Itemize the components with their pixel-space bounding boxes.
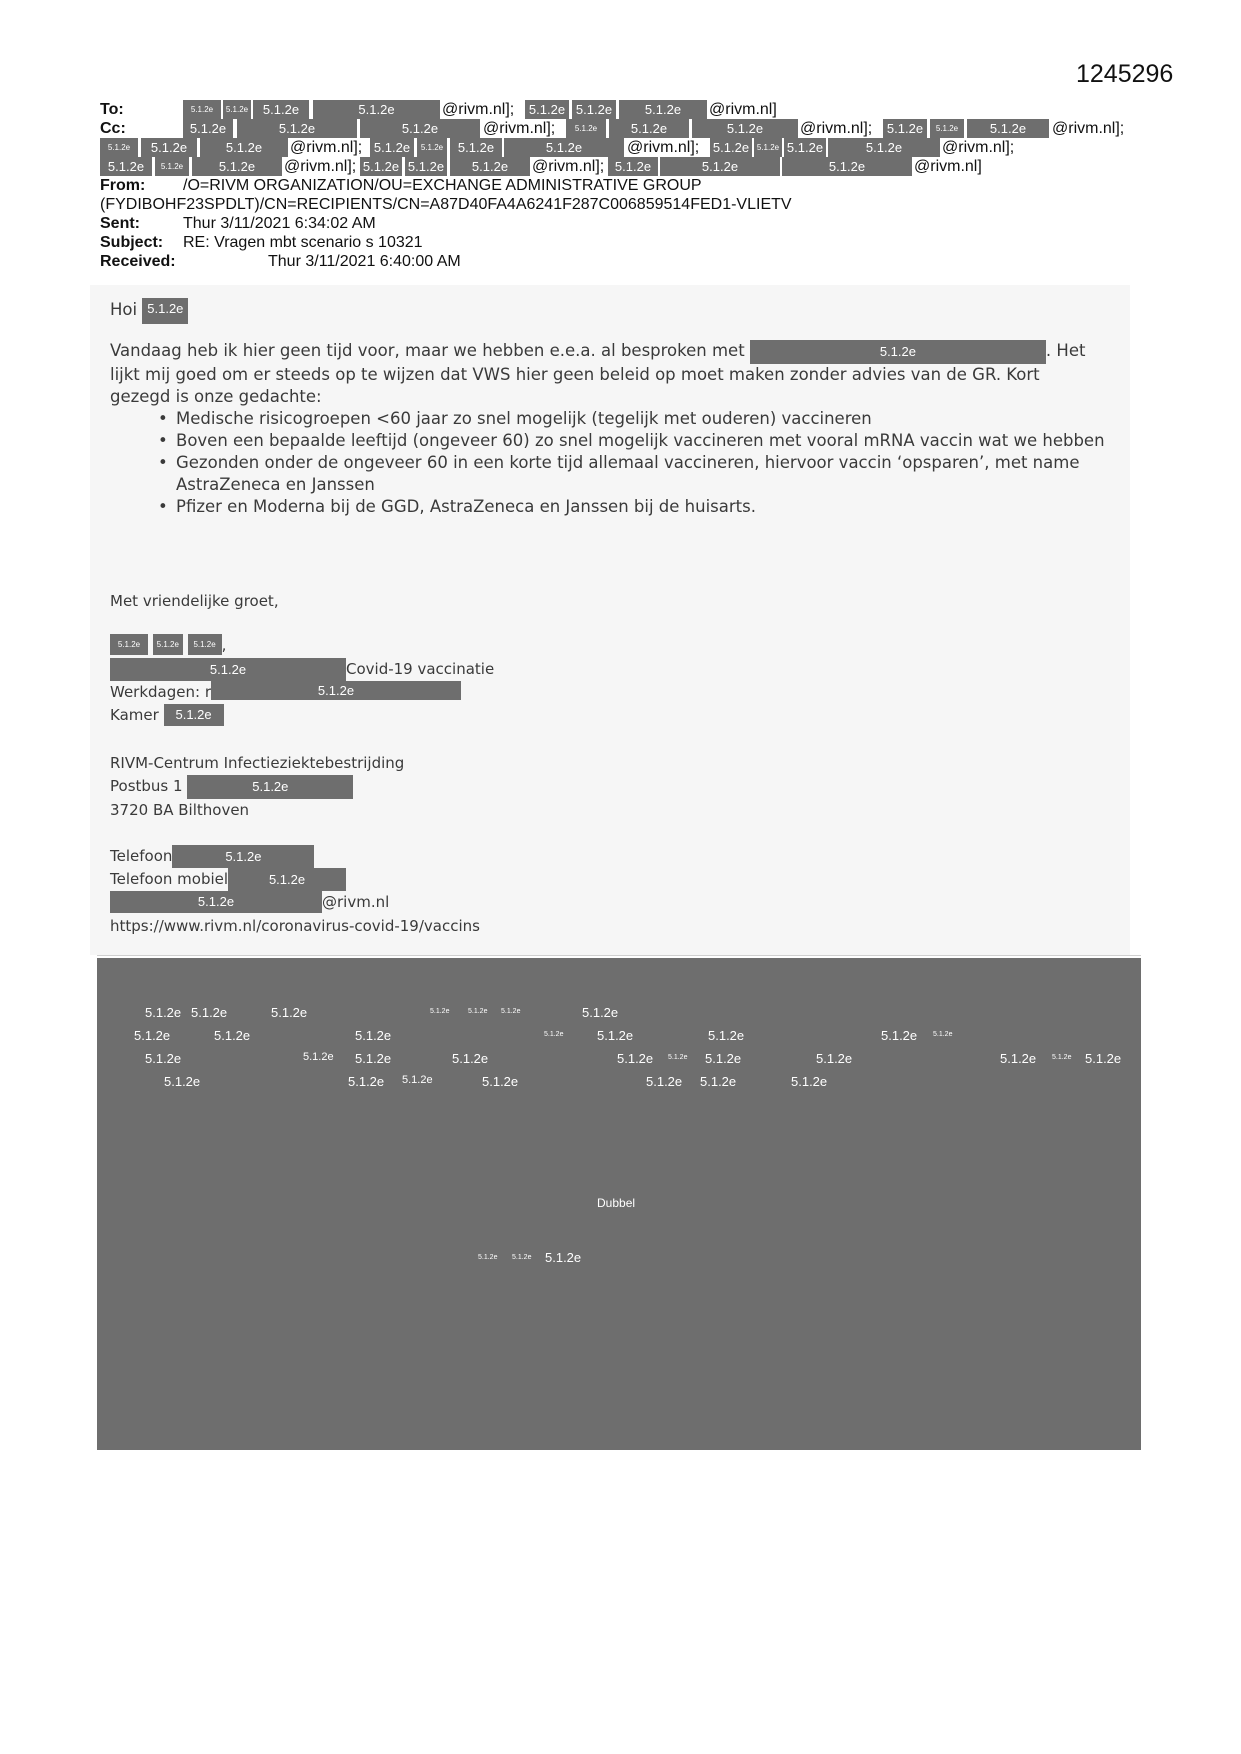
mobile-label: Telefoon mobiel	[110, 870, 229, 888]
redaction-label: 5.1.2e	[402, 1074, 433, 1086]
cc-email-domain: @rivm.nl];	[942, 139, 1015, 156]
organization: RIVM-Centrum Infectieziektebestrijding	[110, 754, 405, 772]
cc-row-2	[100, 138, 1160, 157]
cc-email-domain: @rivm.nl];	[1052, 120, 1125, 137]
subject-label: Subject:	[100, 234, 164, 251]
from-row	[100, 176, 1160, 195]
redaction-label: 5.1.2e	[164, 1074, 201, 1089]
redaction-label: 5.1.2e	[512, 1254, 532, 1261]
redaction-label: 5.1.2e	[708, 1028, 745, 1043]
cc-email-domain: @rivm.nl];	[483, 120, 556, 137]
redaction: 5.1.2e	[183, 119, 233, 138]
redaction-label: 5.1.2e	[355, 1051, 392, 1066]
redaction: 5.1.2e	[883, 119, 927, 138]
redaction-label: 5.1.2e	[430, 1008, 450, 1015]
redaction-label: 5.1.2e	[881, 1028, 918, 1043]
city: 3720 BA Bilthoven	[110, 801, 250, 819]
redaction: 5.1.2e	[754, 138, 782, 157]
phone-label: Telefoon	[110, 847, 173, 865]
bullet-list	[110, 408, 1140, 518]
redaction: 5.1.2e	[192, 157, 282, 176]
role-text: Covid-19 vaccinatie	[346, 660, 495, 678]
redaction: 5.1.2e	[417, 138, 447, 157]
email-suffix: @rivm.nl	[322, 893, 390, 911]
redaction: 5.1.2e	[967, 119, 1049, 138]
received-value: Thur 3/11/2021 6:40:00 AM	[268, 253, 461, 270]
redaction: 5.1.2e	[223, 100, 251, 119]
redaction: 5.1.2e	[188, 634, 222, 655]
redaction-label: 5.1.2e	[501, 1008, 521, 1015]
cc-email-domain: @rivm.nl]	[914, 158, 982, 175]
redaction-label: 5.1.2e	[355, 1028, 392, 1043]
redaction-label: 5.1.2e	[303, 1051, 334, 1063]
email-header	[100, 100, 1160, 271]
cc-row-3	[100, 157, 1160, 176]
redaction: 5.1.2e	[608, 157, 658, 176]
from-value-2: (FYDIBOHF23SPDLT)/CN=RECIPIENTS/CN=A87D40FA4A6241F287C006859514FED1-VLIETV	[100, 196, 792, 213]
redaction-label: 5.1.2e	[646, 1074, 683, 1089]
redaction: 5.1.2e	[930, 119, 964, 138]
subject-row	[100, 233, 1160, 252]
redaction: 5.1.2e	[172, 845, 314, 868]
redaction: 5.1.2e	[228, 868, 346, 891]
redaction-label: 5.1.2e	[544, 1031, 564, 1038]
redaction-label: 5.1.2e	[1000, 1051, 1037, 1066]
redaction: 5.1.2e	[782, 157, 912, 176]
redaction: 5.1.2e	[153, 634, 183, 655]
redaction: 5.1.2e	[750, 340, 1046, 364]
greeting-text: Hoi	[110, 300, 138, 319]
subject-value: RE: Vragen mbt scenario s 10321	[183, 234, 423, 251]
list-item: • Medische risicogroepen <60 jaar zo snel mogelijk (tegelijk met ouderen) vaccineren	[158, 408, 1140, 430]
cc-email-domain: @rivm.nl];	[532, 158, 605, 175]
list-item: • Pfizer en Moderna bij de GGD, AstraZeneca en Janssen bij de huisarts.	[158, 496, 1140, 518]
room-label: Kamer	[110, 706, 159, 724]
redaction: 5.1.2e	[360, 119, 480, 138]
cc-label: Cc:	[100, 120, 126, 137]
redaction: 5.1.2e	[211, 681, 461, 700]
sent-value: Thur 3/11/2021 6:34:02 AM	[183, 215, 376, 232]
cc-email-domain: @rivm.nl];	[800, 120, 873, 137]
redaction: 5.1.2e	[572, 100, 616, 119]
list-item: • Gezonden onder de ongeveer 60 in een korte tijd allemaal vaccineren, hiervoor vaccin ‘opsparen’, met name AstraZeneca en Janssen	[158, 452, 1140, 496]
redaction: 5.1.2e	[660, 157, 780, 176]
redaction: 5.1.2e	[183, 100, 221, 119]
redaction: 5.1.2e	[609, 119, 689, 138]
from-value-1: /O=RIVM ORGANIZATION/OU=EXCHANGE ADMINISTRATIVE GROUP	[183, 177, 702, 194]
redaction-label: 5.1.2e	[545, 1250, 582, 1265]
received-row	[100, 252, 1160, 271]
workdays-row	[110, 681, 461, 704]
redaction: 5.1.2e	[619, 100, 707, 119]
redaction: 5.1.2e	[155, 157, 189, 176]
message-body	[110, 340, 1140, 518]
redaction: 5.1.2e	[110, 891, 322, 913]
redaction-label: 5.1.2e	[597, 1028, 634, 1043]
redaction: 5.1.2e	[360, 157, 402, 176]
email-row	[110, 891, 389, 914]
redaction-label: 5.1.2e	[1052, 1054, 1072, 1061]
mobile-row	[110, 868, 346, 891]
sent-label: Sent:	[100, 215, 140, 232]
redaction: 5.1.2e	[525, 100, 569, 119]
redaction: 5.1.2e	[200, 138, 288, 157]
signature-name-row: 5.1.2e 5.1.2e 5.1.2e ,	[110, 634, 226, 657]
redaction-label: 5.1.2e	[933, 1031, 953, 1038]
redaction-label: 5.1.2e	[617, 1051, 654, 1066]
cc-email-domain: @rivm.nl];	[290, 139, 363, 156]
to-row	[100, 100, 1160, 119]
redaction-label: 5.1.2e	[705, 1051, 742, 1066]
redaction: 5.1.2e	[142, 298, 188, 324]
list-item: • Boven een bepaalde leeftijd (ongeveer 60) zo snel mogelijk vaccineren met vooral mRNA vaccin wat we hebben	[158, 430, 1140, 452]
redaction: 5.1.2e	[237, 119, 357, 138]
redaction-label: 5.1.2e	[700, 1074, 737, 1089]
redaction-label: 5.1.2e	[668, 1054, 688, 1061]
divider	[97, 955, 1141, 956]
received-label: Received:	[100, 253, 176, 270]
cc-row-1	[100, 119, 1160, 138]
sent-row	[100, 214, 1160, 233]
greeting	[110, 298, 188, 324]
redaction-label: 5.1.2e	[468, 1008, 488, 1015]
postbus-row	[110, 775, 353, 799]
center-label: Dubbel	[597, 1196, 636, 1210]
paragraph-line-3: gezegd is onze gedachte:	[110, 387, 322, 406]
redaction: 5.1.2e	[405, 157, 447, 176]
redaction: 5.1.2e	[828, 138, 940, 157]
redaction-label: 5.1.2e	[145, 1051, 182, 1066]
phone-row	[110, 845, 314, 868]
redaction: 5.1.2e	[784, 138, 826, 157]
to-email-domain-2: @rivm.nl]	[709, 101, 777, 118]
from-label: From:	[100, 177, 146, 194]
redaction: 5.1.2e	[450, 157, 530, 176]
postbus-label: Postbus 1	[110, 777, 183, 795]
redaction: 5.1.2e	[692, 119, 798, 138]
redaction: 5.1.2e	[100, 157, 152, 176]
to-email-domain-1: @rivm.nl];	[442, 101, 515, 118]
redaction: 5.1.2e	[504, 138, 624, 157]
to-label: To:	[100, 101, 124, 118]
redaction: 5.1.2e	[450, 138, 502, 157]
cc-email-domain: @rivm.nl];	[284, 158, 357, 175]
redaction: 5.1.2e	[141, 138, 197, 157]
redaction-label: 5.1.2e	[214, 1028, 251, 1043]
redaction: 5.1.2e	[253, 100, 309, 119]
redaction: 5.1.2e	[313, 100, 440, 119]
redaction-label: 5.1.2e	[452, 1051, 489, 1066]
room-row	[110, 704, 224, 727]
redaction-label: 5.1.2e	[582, 1005, 619, 1020]
closing: Met vriendelijke groet,	[110, 592, 279, 610]
signature-role-row	[110, 658, 494, 681]
redaction: 5.1.2e	[370, 138, 414, 157]
redacted-block	[97, 958, 1141, 1450]
redaction-label: 5.1.2e	[145, 1005, 182, 1020]
redaction-label: 5.1.2e	[791, 1074, 828, 1089]
redaction: 5.1.2e	[566, 119, 606, 138]
redaction: 5.1.2e	[110, 658, 346, 681]
redaction-label: 5.1.2e	[478, 1254, 498, 1261]
redaction-label: 5.1.2e	[134, 1028, 171, 1043]
from-row-2	[100, 195, 1160, 214]
paragraph-line-1: Vandaag heb ik hier geen tijd voor, maar we hebben e.e.a. al besproken met 5.1.2e . Het	[110, 340, 1140, 364]
redaction-label: 5.1.2e	[348, 1074, 385, 1089]
cc-email-domain: @rivm.nl];	[627, 139, 700, 156]
redaction-label: 5.1.2e	[1085, 1051, 1122, 1066]
redaction-label: 5.1.2e	[816, 1051, 853, 1066]
redaction: 5.1.2e	[710, 138, 752, 157]
redaction: 5.1.2e	[110, 634, 148, 655]
paragraph-line-2: lijkt mij goed om er steeds op te wijzen dat VWS hier geen beleid op moet maken zonder advies van de GR. Kort	[110, 365, 1040, 384]
workdays-label: Werkdagen: r	[110, 683, 211, 701]
website-link[interactable]: https://www.rivm.nl/coronavirus-covid-19/vaccins	[110, 917, 480, 935]
redaction-label: 5.1.2e	[271, 1005, 308, 1020]
redaction: 5.1.2e	[187, 775, 353, 799]
redaction-label: 5.1.2e	[482, 1074, 519, 1089]
document-number: 1245296	[1076, 60, 1174, 88]
redaction: 5.1.2e	[100, 138, 138, 157]
redaction: 5.1.2e	[164, 704, 224, 726]
redaction-label: 5.1.2e	[191, 1005, 228, 1020]
